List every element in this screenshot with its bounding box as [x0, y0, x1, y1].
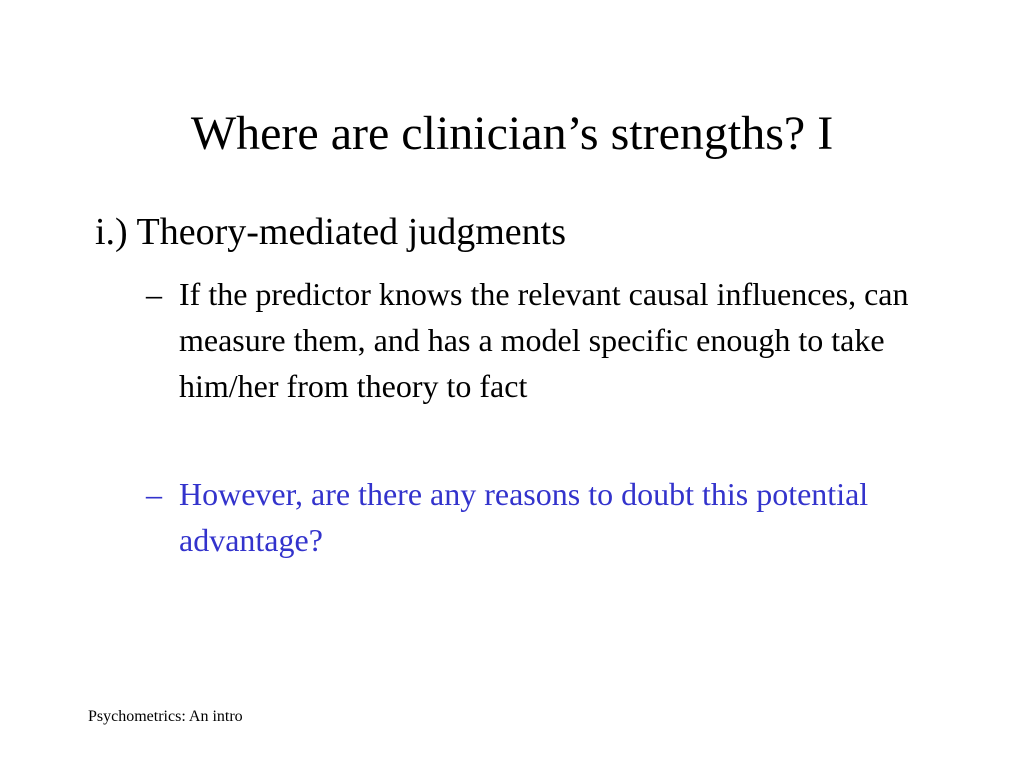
bullet-text: If the predictor knows the relevant causal influences, can measure them, and has a model specific enough to take him/her from theory to fact [179, 276, 909, 404]
bullet-text: However, are there any reasons to doubt this potential advantage? [179, 476, 869, 558]
slide-title: Where are clinician’s strengths? I [190, 107, 834, 160]
bullet-causal-influences [146, 271, 946, 409]
bullet-doubt-advantage [146, 471, 946, 563]
footer-text: Psychometrics: An intro [88, 708, 243, 725]
bullet-dash: – [146, 476, 162, 512]
bullet-dash: – [146, 276, 162, 312]
heading-theory-mediated: i.) Theory-mediated judgments [95, 211, 567, 253]
